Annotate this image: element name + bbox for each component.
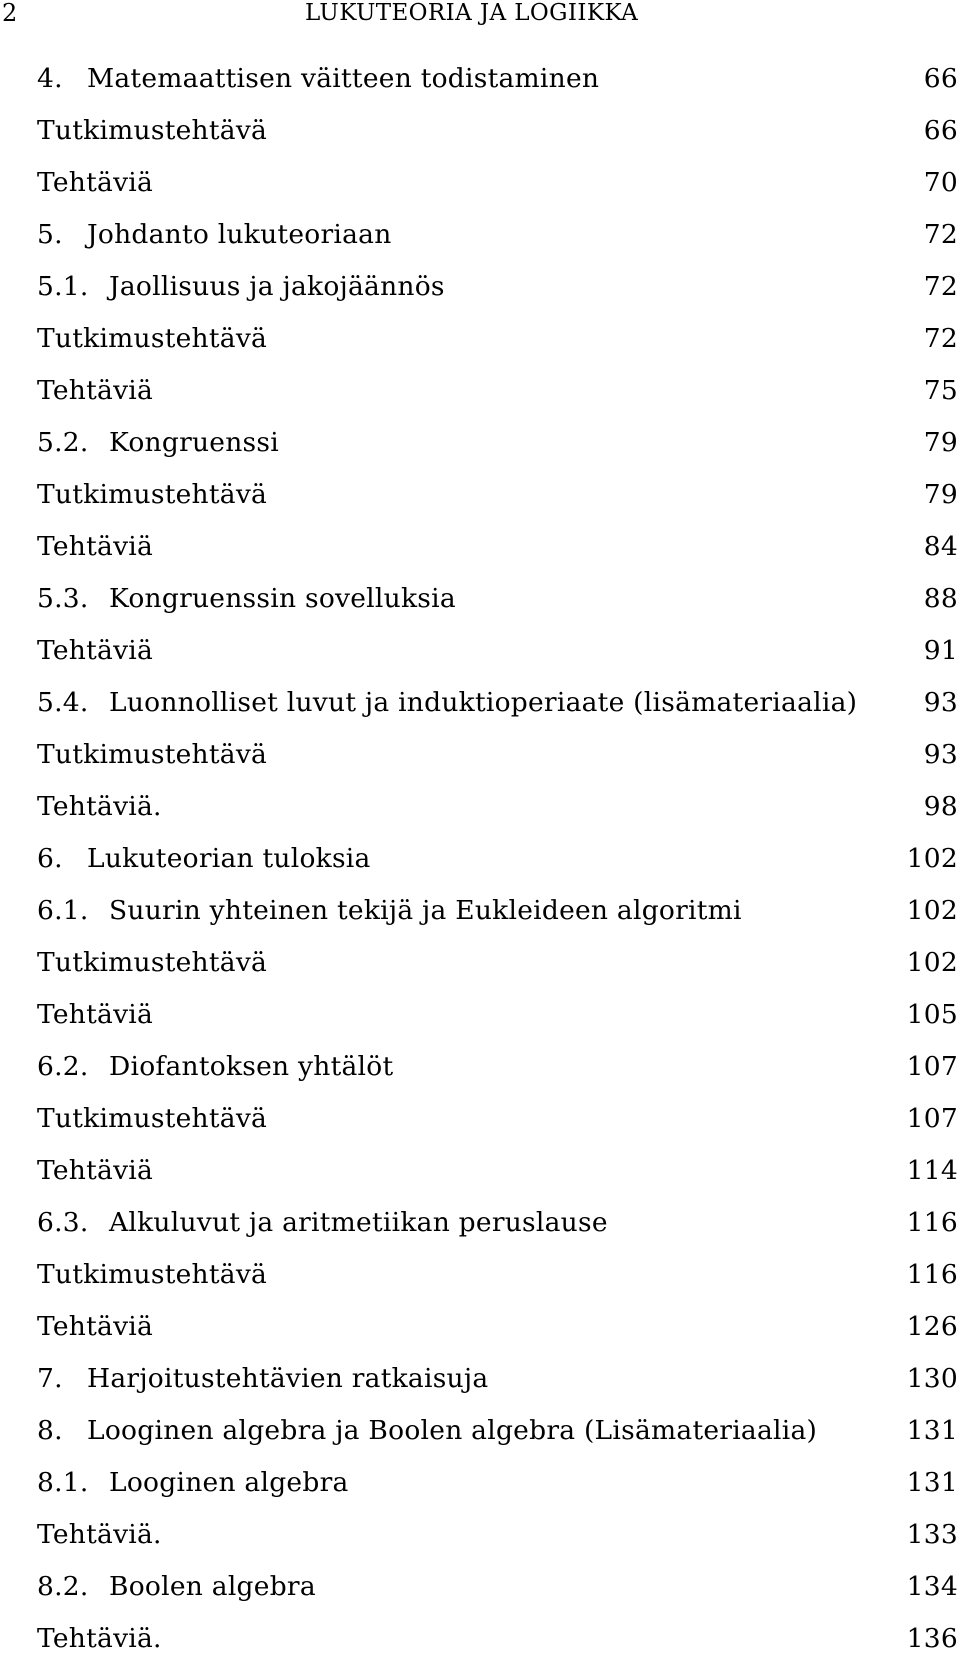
toc-entry-left [37, 531, 153, 562]
toc-entry-title: Boolen algebra [109, 1570, 316, 1602]
toc-entry-left [37, 1207, 608, 1238]
toc-entry[interactable] [37, 260, 958, 312]
toc-entry-title: Tehtäviä [37, 374, 154, 406]
toc-entry-left [37, 167, 153, 198]
toc-entry[interactable] [37, 1196, 958, 1248]
toc-entry-title: Tutkimustehtävä [37, 478, 268, 510]
toc-entry-left [37, 739, 267, 770]
toc-entry-page: 126 [906, 1310, 958, 1342]
toc-entry-title: Tehtäviä. [37, 790, 162, 822]
toc-entry-number: 6.2. [37, 1050, 89, 1082]
toc-entry[interactable] [37, 52, 958, 104]
toc-entry-number: 5. [37, 218, 63, 250]
toc-entry-title: Tehtäviä [37, 530, 154, 562]
toc-entry[interactable] [37, 1404, 958, 1456]
toc-entry-page: 70 [923, 166, 958, 198]
toc-entry[interactable] [37, 1560, 958, 1612]
toc-entry-left [37, 1519, 162, 1550]
toc-entry-title: Tehtäviä [37, 998, 154, 1030]
toc-entry-number: 7. [37, 1362, 63, 1394]
toc-entry[interactable] [37, 624, 958, 676]
toc-entry-title: Diofantoksen yhtälöt [109, 1050, 394, 1082]
toc-entry-title: Tutkimustehtävä [37, 738, 268, 770]
toc-entry-page: 75 [923, 374, 958, 406]
toc-entry[interactable] [37, 988, 958, 1040]
toc-entry-number: 5.4. [37, 686, 89, 718]
toc-entry-left [37, 791, 162, 822]
toc-entry-title: Matemaattisen väitteen todistaminen [87, 62, 600, 94]
toc-entry[interactable] [37, 416, 958, 468]
toc-entry-title: Tehtäviä. [37, 1622, 162, 1654]
toc-entry-left [37, 63, 599, 94]
toc-entry-title: Tutkimustehtävä [37, 114, 268, 146]
toc-entry-page: 134 [906, 1570, 958, 1602]
toc-entry[interactable] [37, 1456, 958, 1508]
page-number: 2 [2, 0, 18, 27]
toc-entry[interactable] [37, 936, 958, 988]
toc-entry-page: 114 [906, 1154, 958, 1186]
toc-entry-number: 8.1. [37, 1466, 89, 1498]
toc-entry-title: Johdanto lukuteoriaan [87, 218, 392, 250]
table-of-contents [37, 52, 958, 1664]
toc-entry-page: 130 [906, 1362, 958, 1394]
toc-entry-left [37, 1571, 316, 1602]
toc-entry-left [37, 999, 153, 1030]
toc-entry-page: 107 [906, 1050, 958, 1082]
toc-entry-page: 107 [906, 1102, 958, 1134]
toc-entry-number: 5.3. [37, 582, 89, 614]
toc-entry-title: Tutkimustehtävä [37, 1258, 268, 1290]
toc-entry-title: Tutkimustehtävä [37, 946, 268, 978]
toc-entry-title: Luonnolliset luvut ja induktioperiaate (lisämateriaalia) [109, 686, 858, 718]
toc-entry-page: 66 [923, 62, 958, 94]
toc-entry-title: Tehtäviä [37, 1310, 154, 1342]
toc-entry-page: 72 [923, 322, 958, 354]
toc-entry-title: Looginen algebra ja Boolen algebra (Lisämateriaalia) [87, 1414, 818, 1446]
toc-entry-page: 79 [923, 426, 958, 458]
toc-entry-page: 66 [923, 114, 958, 146]
toc-entry-page: 116 [906, 1206, 958, 1238]
toc-entry-title: Jaollisuus ja jakojäännös [109, 270, 445, 302]
toc-entry-left [37, 219, 392, 250]
toc-entry-number: 5.1. [37, 270, 89, 302]
toc-entry-page: 102 [906, 894, 958, 926]
toc-entry-left [37, 895, 742, 926]
toc-entry[interactable] [37, 468, 958, 520]
toc-entry-page: 72 [923, 218, 958, 250]
toc-entry-title: Tutkimustehtävä [37, 1102, 268, 1134]
toc-entry[interactable] [37, 208, 958, 260]
toc-entry-left [37, 1103, 267, 1134]
toc-entry[interactable] [37, 572, 958, 624]
toc-entry-title: Lukuteorian tuloksia [87, 842, 371, 874]
toc-entry-left [37, 427, 279, 458]
toc-entry[interactable] [37, 1612, 958, 1664]
toc-entry[interactable] [37, 728, 958, 780]
toc-entry-page: 91 [923, 634, 958, 666]
toc-entry-number: 8.2. [37, 1570, 89, 1602]
toc-entry[interactable] [37, 520, 958, 572]
toc-entry-left [37, 115, 267, 146]
toc-entry[interactable] [37, 156, 958, 208]
running-title: LUKUTEORIA JA LOGIIKKA [305, 0, 639, 26]
toc-entry-left [37, 1467, 349, 1498]
toc-entry[interactable] [37, 832, 958, 884]
toc-entry-title: Tehtäviä [37, 634, 154, 666]
toc-entry-page: 116 [906, 1258, 958, 1290]
toc-entry-left [37, 479, 267, 510]
toc-entry-left [37, 375, 153, 406]
toc-entry-page: 93 [923, 738, 958, 770]
toc-entry-page: 72 [923, 270, 958, 302]
toc-entry-left [37, 1311, 153, 1342]
toc-entry-page: 136 [906, 1622, 958, 1654]
toc-entry-left [37, 583, 456, 614]
page-header [0, 0, 960, 40]
toc-entry-page: 102 [906, 946, 958, 978]
toc-entry-page: 84 [923, 530, 958, 562]
toc-entry[interactable] [37, 676, 958, 728]
toc-entry-left [37, 1363, 488, 1394]
toc-entry-number: 8. [37, 1414, 63, 1446]
toc-entry-title: Kongruenssin sovelluksia [109, 582, 456, 614]
toc-entry[interactable] [37, 364, 958, 416]
toc-entry-title: Tutkimustehtävä [37, 322, 268, 354]
toc-entry-left [37, 1259, 267, 1290]
toc-entry-left [37, 843, 371, 874]
toc-entry-number: 5.2. [37, 426, 89, 458]
toc-entry-page: 105 [906, 998, 958, 1030]
toc-entry[interactable] [37, 1092, 958, 1144]
toc-entry-page: 98 [923, 790, 958, 822]
toc-entry-page: 102 [906, 842, 958, 874]
toc-entry-title: Tehtäviä [37, 1154, 154, 1186]
toc-entry-page: 93 [923, 686, 958, 718]
toc-entry[interactable] [37, 1300, 958, 1352]
toc-entry-title: Tehtäviä. [37, 1518, 162, 1550]
toc-entry-left [37, 1051, 393, 1082]
toc-entry[interactable] [37, 104, 958, 156]
toc-entry[interactable] [37, 312, 958, 364]
toc-entry-page: 131 [906, 1414, 958, 1446]
toc-entry-left [37, 635, 153, 666]
toc-entry-left [37, 687, 857, 718]
toc-entry-title: Alkuluvut ja aritmetiikan peruslause [109, 1206, 608, 1238]
toc-entry[interactable] [37, 1248, 958, 1300]
toc-entry-page: 133 [906, 1518, 958, 1550]
toc-entry-title: Looginen algebra [109, 1466, 349, 1498]
toc-entry-number: 4. [37, 62, 63, 94]
toc-entry-left [37, 947, 267, 978]
toc-entry[interactable] [37, 1508, 958, 1560]
toc-entry-page: 88 [923, 582, 958, 614]
toc-entry-left [37, 1623, 162, 1654]
toc-entry[interactable] [37, 1352, 958, 1404]
toc-entry-title: Kongruenssi [109, 426, 279, 458]
toc-entry[interactable] [37, 1144, 958, 1196]
toc-entry-title: Suurin yhteinen tekijä ja Eukleideen algoritmi [109, 894, 742, 926]
toc-entry-left [37, 1415, 817, 1446]
toc-entry[interactable] [37, 780, 958, 832]
toc-entry-page: 79 [923, 478, 958, 510]
toc-entry-title: Tehtäviä [37, 166, 154, 198]
toc-entry-number: 6.1. [37, 894, 89, 926]
toc-entry[interactable] [37, 884, 958, 936]
toc-entry-number: 6.3. [37, 1206, 89, 1238]
toc-entry-page: 131 [906, 1466, 958, 1498]
toc-entry-title: Harjoitustehtävien ratkaisuja [87, 1362, 489, 1394]
toc-entry-left [37, 323, 267, 354]
toc-entry-number: 6. [37, 842, 63, 874]
toc-entry-left [37, 271, 445, 302]
toc-entry[interactable] [37, 1040, 958, 1092]
toc-entry-left [37, 1155, 153, 1186]
